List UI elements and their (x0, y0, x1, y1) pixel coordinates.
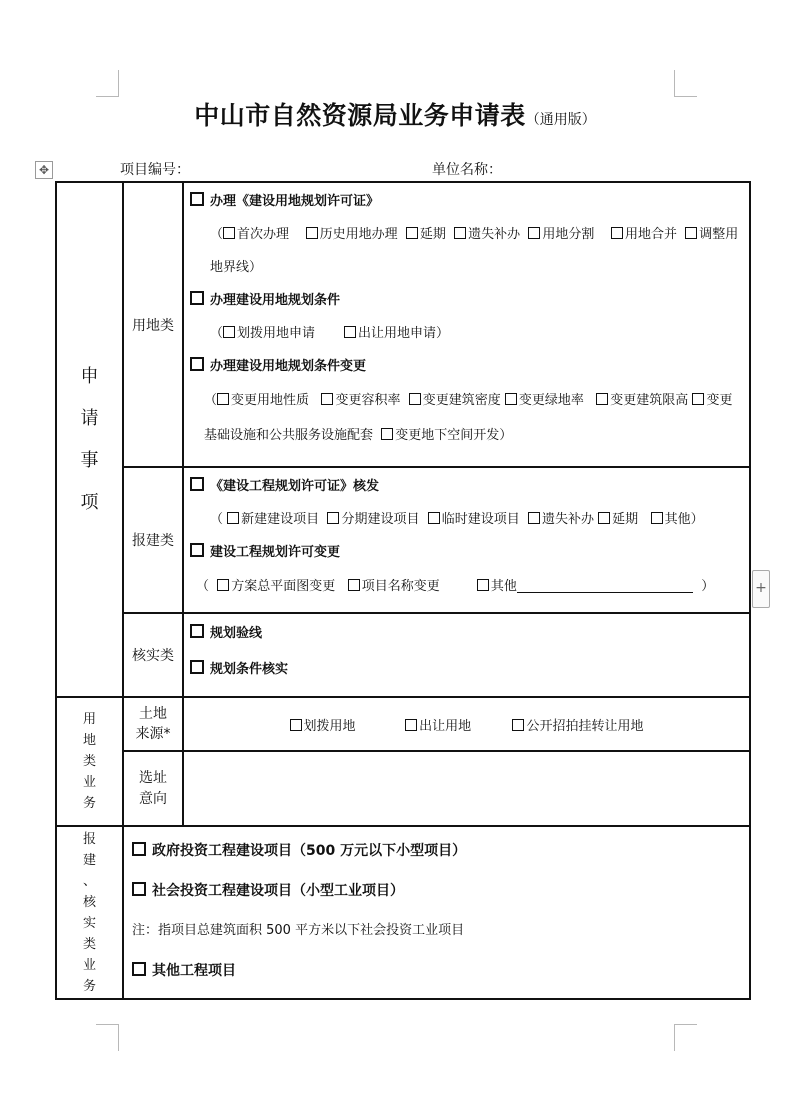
option-change-far[interactable]: 变更容积率 (321, 393, 400, 408)
row-report-business (56, 826, 750, 999)
form-subtitle: （通用版） (525, 112, 596, 128)
category-yongdi-label: 用地类 (123, 182, 183, 467)
apply-label-char: 请 (80, 407, 99, 429)
checkbox-square[interactable] (190, 660, 204, 674)
site-intent-label: 选址 意向 (123, 751, 183, 826)
baojian-change-options (190, 569, 745, 605)
checkbox-baojian-permit[interactable] (190, 470, 745, 503)
checkbox-yongdi-permit[interactable] (190, 185, 745, 218)
option-public-auction-land[interactable]: 公开招拍挂转让用地 (512, 719, 643, 734)
open-paren: （ (210, 326, 224, 341)
option-first-time[interactable]: 首次办理 (223, 227, 289, 242)
checkbox-yongdi-conditions[interactable] (190, 284, 745, 317)
checkbox-square[interactable] (132, 962, 146, 976)
option-lost-reissue[interactable]: 遗失补办 (528, 512, 594, 527)
report-business-label (56, 826, 123, 999)
land-label-char: 业 (82, 775, 96, 790)
heshi-item-label: 规划验线 (210, 626, 263, 641)
baojian-options-cell (183, 467, 750, 613)
option-lost-reissue[interactable]: 遗失补办 (454, 227, 520, 242)
apply-label-char: 事 (80, 449, 99, 471)
option-other[interactable]: 其他 (477, 579, 517, 594)
yongdi-change-options (190, 383, 745, 453)
crop-mark-bottom-left (96, 1024, 119, 1051)
row-site-intent (56, 751, 750, 826)
option-allocated-land-apply[interactable]: 划拨用地申请 (223, 326, 315, 341)
crop-mark-top-left (96, 70, 119, 97)
option-change-density[interactable]: 变更建筑密度 (409, 393, 501, 408)
checkbox-square[interactable] (190, 624, 204, 638)
checkbox-square[interactable] (190, 543, 204, 557)
report-label-char: 务 (82, 978, 96, 994)
row-land-source (56, 697, 750, 751)
option-phased-project[interactable]: 分期建设项目 (327, 512, 419, 527)
land-source-label: 土地 来源* (123, 697, 183, 751)
yongdi-permit-title: 办理《建设用地规划许可证》 (210, 194, 380, 209)
application-form-table (55, 181, 751, 1000)
gov-investment-label: 政府投资工程建设项目（500 万元以下小型项目） (152, 843, 467, 859)
add-column-icon[interactable]: + (752, 570, 770, 608)
option-extension[interactable]: 延期 (598, 512, 638, 527)
option-temporary-project[interactable]: 临时建设项目 (428, 512, 520, 527)
row-yongdi (56, 182, 750, 467)
option-transferred-land-apply[interactable]: 出让用地申请） (344, 326, 449, 341)
yongdi-permit-options (190, 218, 745, 284)
checkbox-square[interactable] (190, 357, 204, 371)
option-site-plan-change[interactable]: 方案总平面图变更 (217, 579, 335, 594)
report-label-char: 实 (82, 915, 96, 931)
report-label-char: 核 (82, 894, 96, 910)
yongdi-conditions-options (190, 317, 745, 350)
option-change-green-ratio[interactable]: 变更绿地率 (505, 393, 584, 408)
social-investment-note: 注：指项目总建筑面积 500 平方米以下社会投资工业项目 (132, 923, 465, 938)
option-transferred-land[interactable]: 出让用地 (405, 719, 471, 734)
table-move-icon[interactable]: ✥ (35, 161, 53, 179)
heshi-item-label: 规划条件核实 (210, 662, 289, 677)
baojian-permit-title: 《建设工程规划许可证》核发 (210, 479, 380, 494)
checkbox-plan-line-check[interactable] (190, 616, 745, 652)
report-business-options (123, 826, 750, 999)
project-number-label: 项目编号： (120, 162, 190, 178)
option-land-merge[interactable]: 用地合并 (611, 227, 677, 242)
category-heshi-label: 核实类 (123, 613, 183, 697)
option-change-land-use[interactable]: 变更用地性质 (217, 393, 309, 408)
row-heshi (56, 613, 750, 697)
checkbox-baojian-change[interactable] (190, 536, 745, 569)
option-historical-land[interactable]: 历史用地办理 (306, 227, 398, 242)
category-baojian-label: 报建类 (123, 467, 183, 613)
report-label-char: 业 (82, 957, 96, 973)
checkbox-plan-condition-verify[interactable] (190, 652, 745, 688)
checkbox-yongdi-change[interactable] (190, 350, 745, 383)
close-paren: ） (701, 579, 715, 594)
option-change-underground[interactable]: 变更地下空间开发） (381, 428, 512, 443)
site-intent-input[interactable] (183, 751, 750, 826)
option-change-public-facilities[interactable]: 变更基础设施和公共服务设施配套 (204, 393, 733, 443)
apply-label-char: 申 (80, 365, 99, 387)
report-label-char: 建 (82, 852, 96, 868)
option-allocated-land[interactable]: 划拨用地 (290, 719, 356, 734)
yongdi-options-cell (183, 182, 750, 467)
yongdi-conditions-title: 办理建设用地规划条件 (210, 293, 341, 308)
checkbox-square[interactable] (190, 291, 204, 305)
unit-name-label: 单位名称： (432, 162, 502, 178)
checkbox-other-project[interactable] (132, 951, 745, 991)
crop-mark-top-right (674, 70, 697, 97)
land-label-char: 类 (82, 754, 96, 769)
option-other[interactable]: 其他） (651, 512, 704, 527)
land-label-char: 地 (82, 733, 96, 748)
apply-label-char: 项 (80, 491, 99, 513)
row-baojian (56, 467, 750, 613)
checkbox-square[interactable] (132, 882, 146, 896)
option-new-project[interactable]: 新建建设项目 (227, 512, 319, 527)
land-label-char: 用 (82, 712, 96, 727)
heshi-options-cell (183, 613, 750, 697)
option-land-split[interactable]: 用地分割 (528, 227, 594, 242)
other-project-label: 其他工程项目 (152, 963, 236, 979)
option-adjust-boundary[interactable]: 调整用地界线） (210, 227, 739, 275)
checkbox-gov-investment[interactable] (132, 831, 745, 871)
form-title: 中山市自然资源局业务申请表 (194, 101, 526, 130)
open-paren: （ (196, 579, 210, 594)
checkbox-social-investment[interactable] (132, 871, 745, 911)
baojian-permit-options (190, 503, 745, 536)
yongdi-change-title: 办理建设用地规划条件变更 (210, 359, 367, 374)
page-title (0, 96, 790, 132)
land-source-options (183, 697, 750, 751)
open-paren: （ (210, 227, 224, 242)
apply-items-label (56, 182, 123, 697)
checkbox-square[interactable] (190, 477, 204, 491)
option-extension[interactable]: 延期 (406, 227, 446, 242)
open-paren: （ (204, 393, 218, 408)
report-label-char: 报 (82, 831, 96, 847)
other-blank-field[interactable] (517, 578, 693, 593)
report-label-char: 类 (82, 936, 96, 952)
crop-mark-bottom-right (674, 1024, 697, 1051)
report-label-char: 、 (82, 873, 96, 889)
land-label-char: 务 (82, 796, 96, 811)
option-change-height[interactable]: 变更建筑限高 (596, 393, 688, 408)
checkbox-square[interactable] (132, 842, 146, 856)
social-investment-label: 社会投资工程建设项目（小型工业项目） (152, 883, 404, 899)
option-project-name-change[interactable]: 项目名称变更 (348, 579, 440, 594)
checkbox-square[interactable] (190, 192, 204, 206)
baojian-change-title: 建设工程规划许可变更 (210, 545, 341, 560)
land-business-label (56, 697, 123, 826)
open-paren: （ (210, 512, 224, 527)
